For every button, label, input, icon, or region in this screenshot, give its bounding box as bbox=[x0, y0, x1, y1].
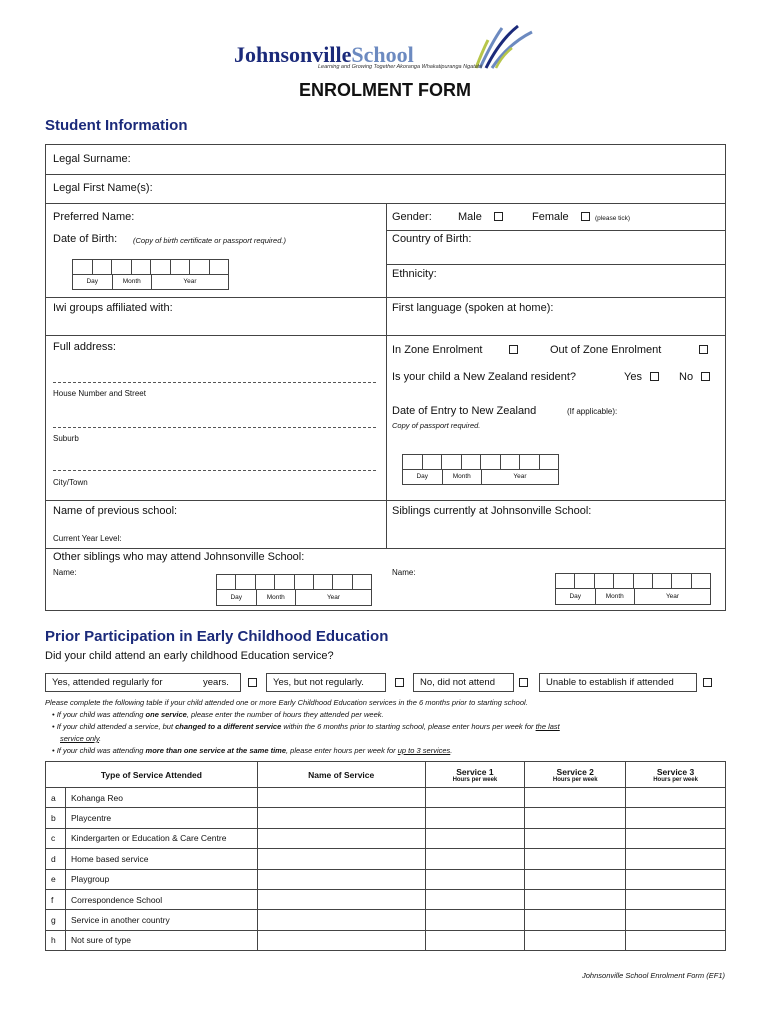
nz-resident-label: Is your child a New Zealand resident? bbox=[392, 371, 577, 383]
service1-hours-cell[interactable] bbox=[425, 849, 525, 869]
male-label: Male bbox=[458, 211, 482, 223]
sibling2-name-field[interactable]: Name: bbox=[392, 568, 416, 577]
option-attended-regularly: Yes, attended regularly for years. bbox=[45, 673, 241, 692]
service3-hours-cell[interactable] bbox=[626, 788, 726, 808]
footer-form-id: Johnsonville School Enrolment Form (EF1) bbox=[582, 971, 725, 980]
option-did-not-attend: No, did not attend bbox=[413, 673, 514, 692]
ethnicity-field[interactable]: Ethnicity: bbox=[392, 268, 437, 280]
service3-hours-cell[interactable] bbox=[626, 889, 726, 909]
service3-hours-cell[interactable] bbox=[626, 910, 726, 930]
in-zone-label: In Zone Enrolment bbox=[392, 344, 483, 356]
service-type-label: Playcentre bbox=[65, 808, 257, 828]
col-type-header: Type of Service Attended bbox=[46, 762, 258, 788]
house-street-label: House Number and Street bbox=[53, 389, 146, 398]
male-checkbox[interactable] bbox=[494, 212, 503, 221]
passport-note: Copy of passport required. bbox=[392, 421, 481, 430]
not-regularly-checkbox[interactable] bbox=[395, 678, 404, 687]
out-zone-label: Out of Zone Enrolment bbox=[550, 344, 662, 356]
service3-hours-cell[interactable] bbox=[626, 849, 726, 869]
female-checkbox[interactable] bbox=[581, 212, 590, 221]
row-letter: c bbox=[46, 828, 66, 848]
city-line[interactable] bbox=[53, 470, 376, 471]
col-service3-header: Service 3 Hours per week bbox=[626, 762, 726, 788]
service-type-label: Home based service bbox=[65, 849, 257, 869]
service1-hours-cell[interactable] bbox=[425, 910, 525, 930]
service2-hours-cell[interactable] bbox=[525, 869, 626, 889]
service-name-cell[interactable] bbox=[257, 869, 425, 889]
legal-first-name-field[interactable]: Legal First Name(s): bbox=[53, 182, 153, 194]
col-service1-header: Service 1 Hours per week bbox=[425, 762, 525, 788]
service-name-cell[interactable] bbox=[257, 849, 425, 869]
current-year-level-field[interactable]: Current Year Level: bbox=[53, 534, 122, 543]
table-row bbox=[46, 788, 726, 808]
row-letter: b bbox=[46, 808, 66, 828]
row-letter: g bbox=[46, 910, 66, 930]
table-row bbox=[46, 869, 726, 889]
tagline: Learning and Growing Together Akoranga Whakatipuranga Ngatahi bbox=[318, 64, 483, 70]
in-zone-checkbox[interactable] bbox=[509, 345, 518, 354]
dob-note: (Copy of birth certificate or passport required.) bbox=[133, 236, 286, 245]
row-letter: f bbox=[46, 889, 66, 909]
service2-hours-cell[interactable] bbox=[525, 808, 626, 828]
option-unable-to-establish: Unable to establish if attended bbox=[539, 673, 697, 692]
table-row bbox=[46, 910, 726, 930]
service1-hours-cell[interactable] bbox=[425, 869, 525, 889]
gender-label: Gender: bbox=[392, 211, 432, 223]
if-applicable-note: (If applicable): bbox=[567, 407, 618, 416]
bullet-one-service: • If your child was attending one service, please enter the number of hours they attended per week. bbox=[52, 710, 384, 719]
bullet-multiple-services: • If your child was attending more than one service at the same time, please enter hours per week for up to 3 services. bbox=[52, 746, 453, 755]
resident-no-label: No bbox=[679, 371, 694, 383]
out-zone-checkbox[interactable] bbox=[699, 345, 708, 354]
attended-regularly-checkbox[interactable] bbox=[248, 678, 257, 687]
sibling1-name-field[interactable]: Name: bbox=[53, 568, 77, 577]
table-row bbox=[46, 828, 726, 848]
student-info-heading: Student Information bbox=[45, 117, 188, 134]
service-name-cell[interactable] bbox=[257, 889, 425, 909]
city-label: City/Town bbox=[53, 478, 88, 487]
service-name-cell[interactable] bbox=[257, 828, 425, 848]
service3-hours-cell[interactable] bbox=[626, 808, 726, 828]
date-entry-label: Date of Entry to New Zealand bbox=[392, 405, 537, 417]
bullet-changed-service-cont: service only. bbox=[60, 734, 102, 743]
legal-surname-field[interactable]: Legal Surname: bbox=[53, 153, 131, 165]
row-letter: d bbox=[46, 849, 66, 869]
service2-hours-cell[interactable] bbox=[525, 828, 626, 848]
table-header-row bbox=[46, 762, 726, 788]
service1-hours-cell[interactable] bbox=[425, 808, 525, 828]
first-language-field[interactable]: First language (spoken at home): bbox=[392, 302, 554, 314]
service1-hours-cell[interactable] bbox=[425, 828, 525, 848]
service-type-label: Service in another country bbox=[65, 910, 257, 930]
service2-hours-cell[interactable] bbox=[525, 889, 626, 909]
female-label: Female bbox=[532, 211, 569, 223]
service-type-label: Kohanga Reo bbox=[65, 788, 257, 808]
service2-hours-cell[interactable] bbox=[525, 788, 626, 808]
ece-question: Did your child attend an early childhood Education service? bbox=[45, 650, 334, 662]
resident-yes-label: Yes bbox=[624, 371, 642, 383]
suburb-label: Suburb bbox=[53, 434, 79, 443]
col-service2-header: Service 2 Hours per week bbox=[525, 762, 626, 788]
date-of-birth-label: Date of Birth: bbox=[53, 233, 118, 245]
school-logo-text: JohnsonvilleSchool bbox=[234, 42, 414, 67]
service-name-cell[interactable] bbox=[257, 930, 425, 950]
service2-hours-cell[interactable] bbox=[525, 849, 626, 869]
table-row bbox=[46, 930, 726, 950]
service-type-label: Correspondence School bbox=[65, 889, 257, 909]
service-name-cell[interactable] bbox=[257, 808, 425, 828]
option-not-regularly: Yes, but not regularly. bbox=[266, 673, 386, 692]
service3-hours-cell[interactable] bbox=[626, 869, 726, 889]
did-not-attend-checkbox[interactable] bbox=[519, 678, 528, 687]
resident-yes-checkbox[interactable] bbox=[650, 372, 659, 381]
service1-hours-cell[interactable] bbox=[425, 788, 525, 808]
service-type-label: Playgroup bbox=[65, 869, 257, 889]
table-row bbox=[46, 849, 726, 869]
preferred-name-field[interactable]: Preferred Name: bbox=[53, 211, 135, 223]
country-of-birth-field[interactable]: Country of Birth: bbox=[392, 233, 472, 245]
unable-to-establish-checkbox[interactable] bbox=[703, 678, 712, 687]
page-title: ENROLMENT FORM bbox=[299, 80, 471, 100]
service3-hours-cell[interactable] bbox=[626, 828, 726, 848]
prior-participation-heading: Prior Participation in Early Childhood Education bbox=[45, 628, 389, 645]
service-type-label: Kindergarten or Education & Care Centre bbox=[65, 828, 257, 848]
full-address-label: Full address: bbox=[53, 341, 116, 353]
entry-date-input[interactable]: Day Month Year bbox=[402, 454, 559, 485]
service2-hours-cell[interactable] bbox=[525, 930, 626, 950]
previous-school-field[interactable]: Name of previous school: bbox=[53, 505, 178, 517]
ece-services-table bbox=[45, 761, 726, 951]
service2-hours-cell[interactable] bbox=[525, 910, 626, 930]
please-tick-note: (please tick) bbox=[595, 215, 631, 222]
house-street-line[interactable] bbox=[53, 382, 376, 383]
suburb-line[interactable] bbox=[53, 427, 376, 428]
sibling1-dob-input[interactable]: Day Month Year bbox=[216, 574, 372, 606]
dob-date-input[interactable]: Day Month Year bbox=[72, 259, 229, 290]
other-siblings-label: Other siblings who may attend Johnsonville School: bbox=[53, 551, 305, 563]
service-type-label: Not sure of type bbox=[65, 930, 257, 950]
table-instruction: Please complete the following table if your child attended one or more Early Childhood Education services in the 6 months prior to starting school. bbox=[45, 698, 528, 707]
service1-hours-cell[interactable] bbox=[425, 930, 525, 950]
siblings-current-field[interactable]: Siblings currently at Johnsonville School: bbox=[392, 505, 592, 517]
table-row bbox=[46, 808, 726, 828]
service1-hours-cell[interactable] bbox=[425, 889, 525, 909]
row-letter: h bbox=[46, 930, 66, 950]
row-letter: a bbox=[46, 788, 66, 808]
bullet-changed-service: • If your child attended a service, but changed to a different service within the 6 months prior to starting school, please enter hours per week for the last bbox=[52, 722, 560, 731]
sibling2-dob-input[interactable]: Day Month Year bbox=[555, 573, 711, 605]
service-name-cell[interactable] bbox=[257, 910, 425, 930]
iwi-field[interactable]: Iwi groups affiliated with: bbox=[53, 302, 173, 314]
row-letter: e bbox=[46, 869, 66, 889]
col-name-header: Name of Service bbox=[257, 762, 425, 788]
service3-hours-cell[interactable] bbox=[626, 930, 726, 950]
service-name-cell[interactable] bbox=[257, 788, 425, 808]
table-row bbox=[46, 889, 726, 909]
resident-no-checkbox[interactable] bbox=[701, 372, 710, 381]
